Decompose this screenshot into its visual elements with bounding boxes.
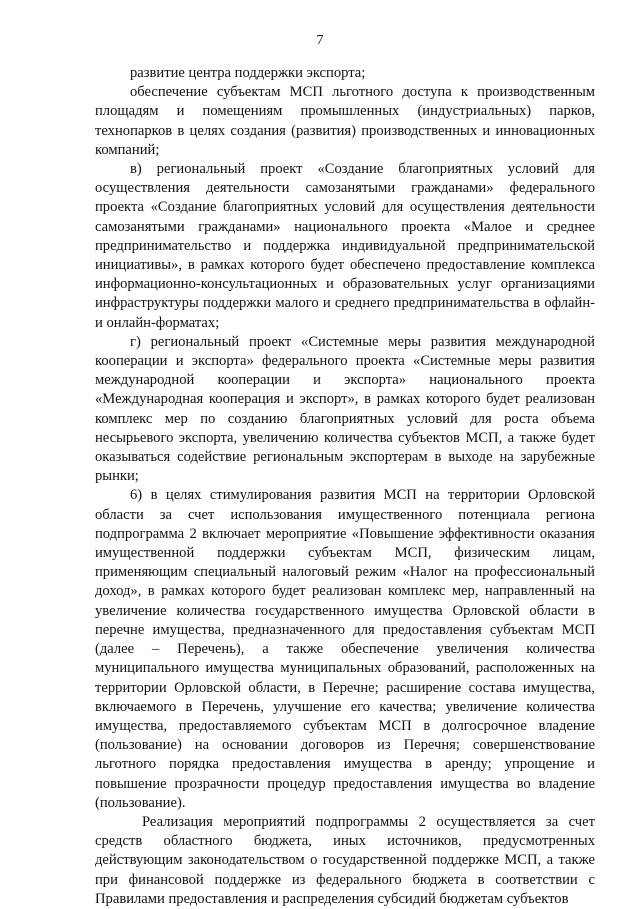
paragraph-self-employed-project: в) региональный проект «Создание благоприятных условий для осуществления деятельности самозанятыми гражданами» федерального проекта «Создание благоприятных условий для осуществления деятельности самозанятыми гражданами» национального проекта «Малое и среднее предпринимательство и поддержка индивидуальной предпринимательской инициативы», в рамках которого будет обеспечено предоставление комплекса информационно-консультационных и образовательных услуг организациями инфраструктуры поддержки малого и среднего предпринимательства в офлайн- и онлайн-форматах; bbox=[95, 161, 595, 331]
paragraph-implementation: Реализация мероприятий подпрограммы 2 осуществляется за счет средств областного бюджета, иных источников, предусмотренных действующим законодательством о государственной поддержке МСП, а также при финансовой поддержке из федерального бюджета в соответствии с Правилами предоставления и распределения субсидий бюджетам субъектов bbox=[95, 813, 595, 907]
page-number: 7 bbox=[316, 33, 324, 48]
paragraph-property-support: 6) в целях стимулирования развития МСП на территории Орловской области за счет использования имущественного потенциала региона подпрограмма 2 включает мероприятие «Повышение эффективности оказания имущественной поддержки субъектам МСП, физическим лицам, применяющим специальный налоговый режим «Налог на профессиональный доход», в рамках которого будет реализован комплекс мер, направленный на увеличение количества государственного имущества Орловской области в перечне имущества, предназначенного для предоставления субъектам МСП (далее – Перечень), а также обеспечение увеличения количества муниципального имущества муниципальных образований, расположенных на территории Орловской области, в Перечне; расширение состава имущества, включаемого в Перечень, улучшение его качества; увеличение количества имущества, предоставляемого субъектам МСП в долгосрочное владение (пользование) на основании договоров из Перечня; совершенствование льготного порядка предоставления имущества в аренду; упрощение и повышение прозрачности процедур предоставления имущества во владение (пользование). bbox=[95, 487, 595, 811]
paragraph-export-center: развитие центра поддержки экспорта; bbox=[130, 65, 366, 81]
paragraph-export-project: г) региональный проект «Системные меры развития международной кооперации и экспорта» федерального проекта «Системные меры развития международной кооперации и экспорта» национального проекта «Международная кооперация и экспорт», в рамках которого будет реализован комплекс мер по созданию благоприятных условий для роста объема несырьевого экспорта, увеличению количества субъектов МСП, а также будет оказываться содействие региональным экспортерам в выходе на зарубежные рынки; bbox=[95, 333, 595, 485]
document-body bbox=[95, 64, 595, 909]
paragraph-industrial-parks: обеспечение субъектам МСП льготного доступа к производственным площадям и помещениям промышленных (индустриальных) парков, технопарков в целях создания (развития) производственных и инновационных компаний; bbox=[95, 84, 595, 158]
